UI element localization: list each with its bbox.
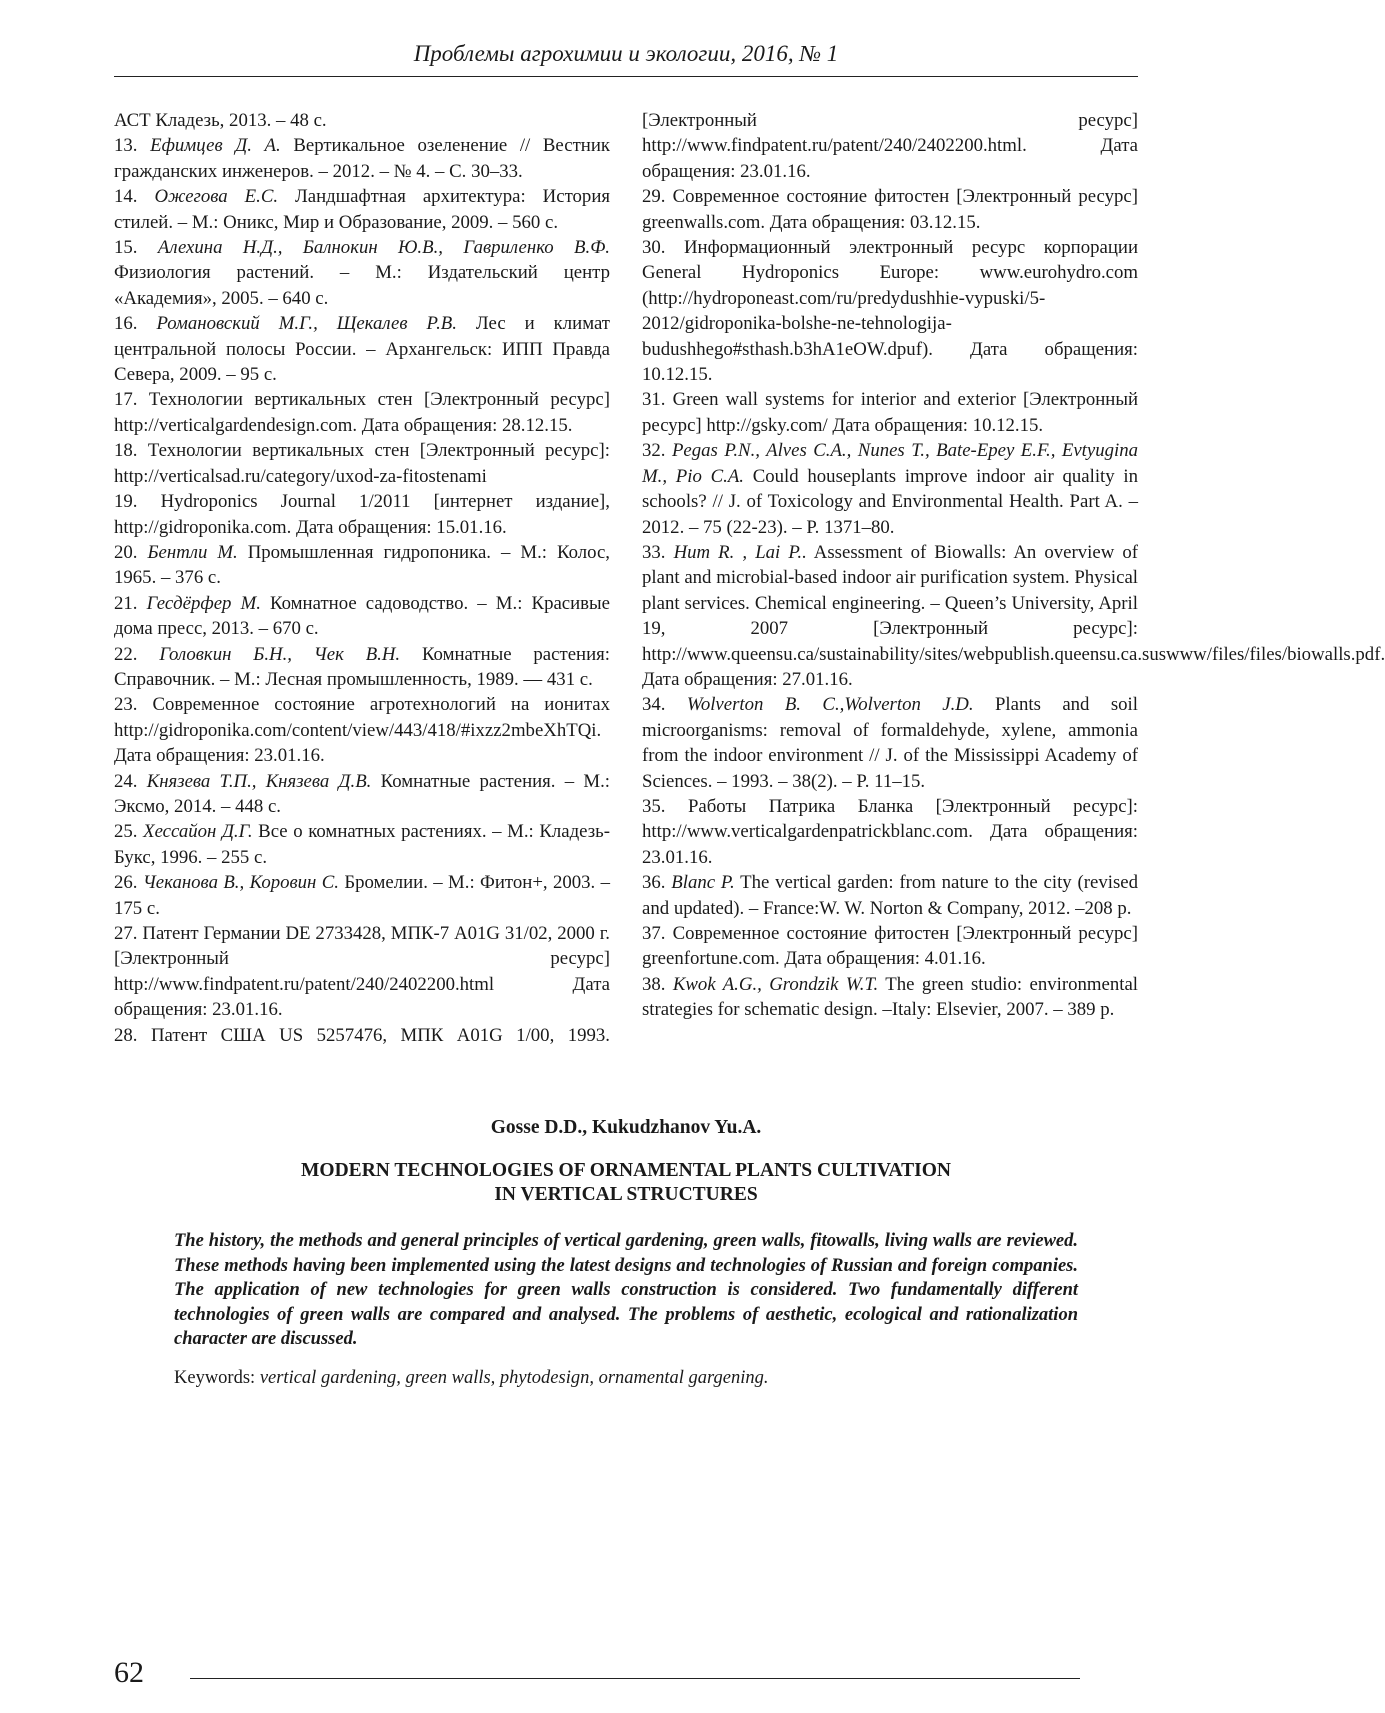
reference-text: [Электронный ресурс] http://www.findpatent.ru/patent/240/2402200.html. Дата обращения: 23.01.16. xyxy=(642,110,1138,182)
reference-number: 27. xyxy=(114,923,143,944)
reference-text: Бромелии. – М.: Фитон+, 2003. –175 с. xyxy=(114,872,611,919)
reference-item xyxy=(642,108,1138,184)
reference-item xyxy=(114,133,610,184)
reference-authors: Бентли М. xyxy=(147,541,238,563)
summary-keywords xyxy=(174,1366,1078,1390)
keywords-list: vertical gardening, green walls, phytodesign, ornamental gargening. xyxy=(259,1367,769,1388)
references-right-column xyxy=(642,108,1385,1023)
reference-number: 23. xyxy=(114,694,153,716)
reference-authors: Blanc P. xyxy=(671,872,735,894)
reference-text: Комнатные растения. – М.: Эксмо, 2014. – 448 с. xyxy=(114,770,610,817)
reference-item xyxy=(114,184,610,235)
reference-item xyxy=(114,591,610,642)
reference-number: 29. xyxy=(642,186,673,208)
reference-item xyxy=(642,870,1138,921)
reference-text: Технологии вертикальных стен [Электронный ресурс] http://verticalgardendesign.com. Дата обращения: 28.12.15. xyxy=(114,389,610,436)
running-header: Проблемы агрохимии и экологии, 2016, № 1 xyxy=(413,41,839,66)
reference-authors: Князева Т.П., Князева Д.В. xyxy=(146,770,372,792)
reference-text: Вертикальное озеленение // Вестник гражданских инженеров. – 2012. – № 4. – С. 30–33. xyxy=(114,135,610,182)
summary-title-line-2: IN VERTICAL STRUCTURES xyxy=(494,1184,758,1205)
reference-item xyxy=(114,438,610,489)
reference-number: 15. xyxy=(114,237,158,259)
reference-item xyxy=(114,108,610,133)
reference-text: Физиология растений. – М.: Издательский центр «Академия», 2005. – 640 с. xyxy=(114,262,610,309)
reference-text: Лес и климат центральной полосы России. – Архангельск: ИПП Правда Севера, 2009. – 95 с. xyxy=(114,313,611,386)
reference-item xyxy=(642,438,1138,540)
reference-item xyxy=(114,769,610,820)
reference-text: Green wall systems for interior and exterior [Электронный ресурс] http://gsky.com/ Дата обращения: 10.12.15. xyxy=(642,389,1138,436)
reference-number: 34. xyxy=(642,694,687,716)
reference-number: 38. xyxy=(642,973,673,995)
reference-number: 22. xyxy=(114,643,160,665)
reference-text: Could houseplants improve indoor air quality in schools? // J. of Toxicology and Environmental Health. Part A. – 2012. – 75 (22-23). – P. 1371–80. xyxy=(642,465,1138,538)
reference-item xyxy=(642,794,1138,870)
reference-item xyxy=(114,870,610,921)
reference-number: 19. xyxy=(114,491,161,513)
reference-number: 21. xyxy=(114,592,147,614)
reference-authors: Kwok A.G., Grondzik W.T. xyxy=(672,973,879,995)
reference-item xyxy=(642,235,1138,387)
reference-authors: Wolverton B. C.,Wolverton J.D. xyxy=(686,694,974,716)
reference-number: 17. xyxy=(114,389,149,411)
reference-item xyxy=(114,311,610,387)
reference-item xyxy=(114,819,610,870)
reference-authors: Хессайон Д.Г. xyxy=(143,821,253,843)
reference-text: Все о комнатных растениях. – М.: Кладезь-Букс, 1996. – 255 с. xyxy=(114,821,610,868)
reference-item xyxy=(642,692,1138,794)
reference-text: Патент США US 5257476, МПК A01G 1/00, 1993. xyxy=(150,1024,610,1046)
reference-number: 20. xyxy=(114,541,148,563)
reference-text: Комнатные растения: Справочник. – М.: Лесная промышленность, 1989. — 431 с. xyxy=(114,643,610,690)
reference-item xyxy=(114,540,610,591)
reference-text: Ландшафтная архитектура: История стилей. – М.: Оникс, Мир и Образование, 2009. – 560 с. xyxy=(114,186,611,233)
reference-authors: Чеканова В., Коровин С. xyxy=(142,872,339,894)
english-summary xyxy=(114,1115,1138,1390)
reference-text: The vertical garden: from nature to the city (revised and updated). – France:W. W. Norton & Company, 2012. –208 p. xyxy=(642,872,1138,919)
reference-number: 25. xyxy=(114,821,144,843)
footer-rule xyxy=(190,1678,1080,1679)
reference-item xyxy=(114,1023,610,1048)
references-left-column xyxy=(114,108,610,1048)
reference-number: 26. xyxy=(114,872,143,894)
reference-number: 31. xyxy=(642,389,673,411)
reference-item xyxy=(642,184,1138,235)
reference-authors: Ефимцев Д. А. xyxy=(150,135,281,157)
reference-authors: Романовский М.Г., Щекалев Р.В. xyxy=(156,313,457,335)
reference-authors: Алехина Н.Д., Балнокин Ю.В., Гавриленко В.Ф. xyxy=(157,237,610,259)
reference-item xyxy=(642,972,1138,1023)
reference-authors: Hum R. , Lai P.. xyxy=(673,541,807,563)
summary-authors: Gosse D.D., Kukudzhanov Yu.A. xyxy=(490,1117,762,1138)
reference-text: Промышленная гидропоника. – М.: Колос, 1965. – 376 с. xyxy=(114,541,610,589)
reference-text: Комнатное садоводство. – М.: Красивые дома пресс, 2013. – 670 с. xyxy=(114,592,611,640)
reference-item xyxy=(114,692,610,768)
reference-number: 33. xyxy=(642,541,674,563)
summary-title xyxy=(114,1159,1138,1207)
reference-text: Assessment of Biowalls: An overview of plant and microbial-based indoor air purification system. Physical plant services. Chemical engineering. – Queen’s University, April 19, 2007 [Электронный ресурс]: http://www.queensu.ca/sustainability/sites/webpublish.queensu.ca.suswww/files/files/biowalls.pdf. Дата обращения: 27.01.16. xyxy=(642,541,1385,690)
reference-number: 35. xyxy=(642,795,688,817)
reference-authors: Гесдёрфер М. xyxy=(146,592,261,614)
reference-item xyxy=(114,921,610,1023)
reference-number: 18. xyxy=(114,440,148,462)
reference-number: 16. xyxy=(114,313,157,335)
reference-text: Патент Германии DE 2733428, МПК-7 A01G 31/02, 2000 г. [Электронный ресурс] http://www.findpatent.ru/patent/240/2402200.html Дата обращения: 23.01.16. xyxy=(114,923,610,1021)
reference-item xyxy=(642,921,1138,972)
reference-item xyxy=(642,387,1138,438)
reference-authors: Головкин Б.Н., Чек В.Н. xyxy=(159,643,401,665)
reference-number: 13. xyxy=(114,135,151,157)
reference-authors: Pegas P.N., Alves C.A., Nunes T., Bate-Epey E.F., Evtyugina M., Pio C.A. xyxy=(642,440,1138,487)
reference-text: Plants and soil microorganisms: removal of formaldehyde, xylene, ammonia from the indoor environment // J. of the Mississippi Academy of Sciences. – 1993. – 38(2). – P. 11–15. xyxy=(642,694,1138,792)
reference-authors: Ожегова Е.С. xyxy=(154,186,279,208)
page-number: 62 xyxy=(114,1656,144,1689)
reference-text: Работы Патрика Бланка [Электронный ресурс]: http://www.verticalgardenpatrickblanc.com. Дата обращения: 23.01.16. xyxy=(642,795,1138,868)
reference-number: 37. xyxy=(642,923,673,944)
reference-text: Современное состояние агротехнологий на ионитах http://gidroponika.com/content/view/443/418/#ixzz2mbeXhTQi. Дата обращения: 23.01.16. xyxy=(114,694,610,767)
reference-number: 28. xyxy=(114,1024,151,1046)
reference-item xyxy=(114,235,610,311)
reference-number: 24. xyxy=(114,770,147,792)
keywords-label: Keywords: xyxy=(174,1367,260,1388)
reference-text: Современное состояние фитостен [Электронный ресурс] greenwalls.com. Дата обращения: 03.12.15. xyxy=(642,186,1139,233)
reference-text: Информационный электронный ресурс корпорации General Hydroponics Europe: www.eurohydro.com (http://hydroponeast.com/ru/predydushhie-vypuski/5-2012/gidroponika-bolshe-ne-tehnologija-budushhego#sthash.b3hA1eOW.dpuf). Дата обращения: 10.12.15. xyxy=(642,237,1138,386)
reference-text: The green studio: environmental strategies for schematic design. –Italy: Elsevier, 2007. – 389 p. xyxy=(642,973,1138,1021)
summary-title-line-1: MODERN TECHNOLOGIES OF ORNAMENTAL PLANTS CULTIVATION xyxy=(301,1160,951,1181)
reference-text: АСТ Кладезь, 2013. – 48 с. xyxy=(114,110,327,131)
reference-item xyxy=(114,642,610,693)
reference-number: 32. xyxy=(642,440,672,462)
reference-number: 30. xyxy=(642,237,684,259)
reference-text: Технологии вертикальных стен [Электронный ресурс]: http://verticalsad.ru/category/uxod-za-fitostenami xyxy=(114,440,610,487)
reference-text: Современное состояние фитостен [Электронный ресурс] greenfortune.com. Дата обращения: 4.01.16. xyxy=(642,923,1139,970)
reference-item xyxy=(642,540,1385,692)
reference-number: 14. xyxy=(114,186,155,208)
reference-number: 36. xyxy=(642,872,672,894)
reference-text: Hydroponics Journal 1/2011 [интернет издание], http://gidroponika.com. Дата обращения: 15.01.16. xyxy=(114,491,610,538)
reference-item xyxy=(114,387,610,438)
header-rule xyxy=(114,76,1138,77)
reference-item xyxy=(114,489,610,540)
summary-abstract: The history, the methods and general principles of vertical gardening, green walls, fitowalls, living walls are reviewed. These methods having been implemented using the latest designs and technologies of Russian and foreign companies. The application of new technologies for green walls construction is considered. Two fundamentally different technologies of green walls are compared and analysed. The problems of aesthetic, ecological and rationalization character are discussed. xyxy=(174,1231,1078,1350)
